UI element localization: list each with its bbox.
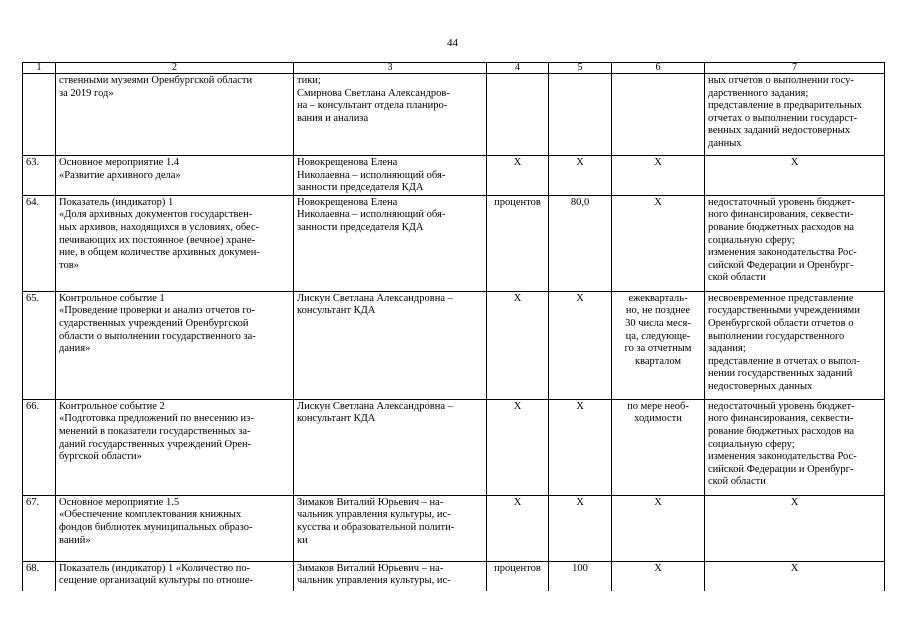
text-line: консультант КДА: [297, 413, 376, 425]
text-line: «Подготовка предложений по внесению из-: [59, 413, 254, 425]
responsible-person-cell: [294, 495, 487, 561]
text-line: Контрольное событие 2: [59, 400, 165, 412]
text-line: недостоверных данных: [708, 380, 813, 392]
text-line: Основное мероприятие 1.5: [59, 496, 180, 508]
text-line: Николаевна – исполняющий обя-: [297, 169, 446, 181]
responsible-person-cell: [294, 195, 487, 291]
deadline-cell: [612, 74, 705, 156]
text-line: X: [654, 496, 662, 508]
text-line: Оренбургской области отчетов о: [708, 317, 854, 329]
table-row: [23, 156, 885, 196]
unit-cell: X: [487, 399, 549, 495]
risks-cell: [705, 291, 885, 399]
text-line: Лискун Светлана Александровна –: [297, 400, 453, 412]
text-line: ственными музеями Оренбургской области: [59, 75, 253, 86]
text-line: ки: [297, 534, 308, 546]
text-line: Показатель (индикатор) 1: [59, 196, 174, 208]
text-line: даний государственных учреждений Орен-: [59, 438, 252, 450]
row-number-cell: 66.: [23, 399, 56, 495]
text-line: 30 числа меся-: [625, 317, 691, 329]
text-line: рование бюджетных расходов на: [708, 425, 855, 437]
page-number: 44: [447, 37, 458, 49]
event-name-cell: [56, 291, 294, 399]
text-line: Смирнова Светлана Александров-: [297, 87, 450, 99]
text-line: вания и анализа: [297, 112, 369, 124]
text-line: консультант КДА: [297, 305, 376, 317]
target-value-cell: 100: [549, 561, 612, 591]
deadline-cell: [612, 399, 705, 495]
event-name-cell: [56, 561, 294, 591]
unit-cell: [487, 74, 549, 156]
target-value-cell: X: [549, 495, 612, 561]
text-line: кварталом: [634, 355, 682, 367]
text-line: занности председателя КДА: [297, 221, 424, 233]
table-row: [23, 195, 885, 291]
text-line: печивающих их постоянное (вечное) хране-: [59, 234, 256, 246]
risks-cell: [705, 495, 885, 561]
text-line: ежекварталь-: [628, 292, 688, 304]
text-line: на – консультант отдела планиро-: [297, 100, 448, 112]
text-line: X: [654, 562, 662, 574]
event-name-cell: [56, 156, 294, 196]
text-line: несвоевременное представление: [708, 292, 854, 304]
text-line: кусства и образовательной полити-: [297, 521, 455, 533]
text-line: чальник управления культуры, ис-: [297, 509, 451, 521]
deadline-cell: [612, 561, 705, 591]
text-line: X: [654, 157, 662, 168]
text-line: но, не позднее: [625, 305, 691, 317]
text-line: венных заданий недостоверных: [708, 125, 851, 137]
text-line: Зимаков Виталий Юрьевич – на-: [297, 496, 444, 508]
target-value-cell: X: [549, 399, 612, 495]
text-line: Николаевна – исполняющий обя-: [297, 209, 446, 221]
text-line: сещение организаций культуры по отноше-: [59, 575, 254, 587]
text-line: «Проведение проверки и анализ отчетов го-: [59, 305, 256, 317]
responsible-person-cell: [294, 156, 487, 196]
text-line: «Развитие архивного дела»: [59, 169, 181, 181]
text-line: области о выполнении государственного за-: [59, 330, 256, 342]
text-line: менений в показатели государственных за-: [59, 425, 251, 437]
risks-cell: [705, 74, 885, 156]
text-line: изменения законодательства Рос-: [708, 451, 857, 463]
text-line: X: [790, 157, 799, 168]
row-number-cell: 64.: [23, 195, 56, 291]
event-name-cell: [56, 495, 294, 561]
column-number-header: 7: [705, 63, 885, 74]
text-line: недостаточный уровень бюджет-: [708, 196, 855, 208]
text-line: дания»: [59, 343, 91, 355]
text-line: ных отчетов о выполнении госу-: [708, 75, 854, 86]
text-line: ние, в общем количестве архивных докумен-: [59, 247, 260, 259]
responsible-person-cell: [294, 291, 487, 399]
column-number-header: 6: [612, 63, 705, 74]
deadline-cell: [612, 195, 705, 291]
row-number-cell: [23, 74, 56, 156]
table-header-row: [23, 63, 885, 74]
text-line: дарственного задания;: [708, 87, 809, 99]
text-line: сийской Федерации и Оренбург-: [708, 463, 854, 475]
text-line: X: [790, 562, 799, 574]
plan-table: [22, 62, 885, 591]
text-line: изменения законодательства Рос-: [708, 247, 857, 259]
target-value-cell: 80,0: [549, 195, 612, 291]
column-number-header: 3: [294, 63, 487, 74]
text-line: ходимости: [634, 413, 682, 425]
row-number-cell: 67.: [23, 495, 56, 561]
risks-cell: [705, 156, 885, 196]
text-line: ваний»: [59, 534, 91, 546]
row-number-cell: 68.: [23, 561, 56, 591]
text-line: государственными учреждениями: [708, 305, 860, 317]
text-line: бургской области»: [59, 451, 142, 463]
text-line: рование бюджетных расходов на: [708, 221, 855, 233]
text-line: Новокрещенова Елена: [297, 196, 398, 208]
text-line: данных: [708, 137, 742, 149]
responsible-person-cell: [294, 399, 487, 495]
text-line: социальную сферу;: [708, 234, 795, 246]
text-line: ца, следующе-: [625, 330, 691, 342]
row-number-cell: 65.: [23, 291, 56, 399]
text-line: тов»: [59, 259, 79, 271]
text-line: представление в предварительных: [708, 100, 862, 112]
text-line: Контрольное событие 1: [59, 292, 165, 304]
text-line: по мере необ-: [627, 400, 689, 412]
responsible-person-cell: [294, 74, 487, 156]
risks-cell: [705, 561, 885, 591]
text-line: X: [790, 496, 799, 508]
responsible-person-cell: [294, 561, 487, 591]
text-line: занности председателя КДА: [297, 182, 424, 194]
text-line: сийской Федерации и Оренбург-: [708, 259, 854, 271]
column-number-header: 1: [23, 63, 56, 74]
deadline-cell: [612, 291, 705, 399]
deadline-cell: [612, 156, 705, 196]
unit-cell: процентов: [487, 561, 549, 591]
text-line: X: [654, 196, 662, 208]
text-line: ных архивов, находящихся в условиях, обес-: [59, 221, 260, 233]
text-line: представление в отчетах о выпол-: [708, 355, 860, 367]
target-value-cell: [549, 74, 612, 156]
text-line: выполнении государственного: [708, 330, 845, 342]
text-line: социальную сферу;: [708, 438, 795, 450]
unit-cell: X: [487, 495, 549, 561]
text-line: Показатель (индикатор) 1 «Количество по-: [59, 562, 251, 574]
unit-cell: X: [487, 291, 549, 399]
table-row: [23, 291, 885, 399]
target-value-cell: X: [549, 156, 612, 196]
unit-cell: X: [487, 156, 549, 196]
unit-cell: процентов: [487, 195, 549, 291]
text-line: отчетах о выполнении государст-: [708, 112, 858, 124]
text-line: за 2019 год»: [59, 87, 114, 99]
table-row: [23, 74, 885, 156]
text-line: Основное мероприятие 1.4: [59, 157, 180, 168]
row-number-cell: 63.: [23, 156, 56, 196]
text-line: ской области: [708, 476, 766, 488]
event-name-cell: [56, 195, 294, 291]
event-name-cell: [56, 74, 294, 156]
table-row: [23, 561, 885, 591]
text-line: го за отчетным: [624, 343, 692, 355]
target-value-cell: X: [549, 291, 612, 399]
text-line: фондов библиотек муниципальных образо-: [59, 521, 253, 533]
text-line: Лискун Светлана Александровна –: [297, 292, 453, 304]
text-line: недостаточный уровень бюджет-: [708, 400, 855, 412]
column-number-header: 5: [549, 63, 612, 74]
column-number-header: 4: [487, 63, 549, 74]
text-line: задания;: [708, 343, 746, 355]
event-name-cell: [56, 399, 294, 495]
table-row: [23, 495, 885, 561]
risks-cell: [705, 195, 885, 291]
text-line: чальник управления культуры, ис-: [297, 575, 451, 587]
text-line: сударственных учреждений Оренбургской: [59, 317, 249, 329]
text-line: ской области: [708, 272, 766, 284]
deadline-cell: [612, 495, 705, 561]
text-line: тики;: [297, 75, 321, 86]
text-line: ного финансирования, секвести-: [708, 413, 854, 425]
text-line: Новокрещенова Елена: [297, 157, 398, 168]
risks-cell: [705, 399, 885, 495]
column-number-header: 2: [56, 63, 294, 74]
text-line: ного финансирования, секвести-: [708, 209, 854, 221]
text-line: «Обеспечение комплектования книжных: [59, 509, 242, 521]
text-line: «Доля архивных документов государствен-: [59, 209, 253, 221]
table-row: [23, 399, 885, 495]
text-line: Зимаков Виталий Юрьевич – на-: [297, 562, 444, 574]
text-line: нении государственных заданий: [708, 368, 853, 380]
